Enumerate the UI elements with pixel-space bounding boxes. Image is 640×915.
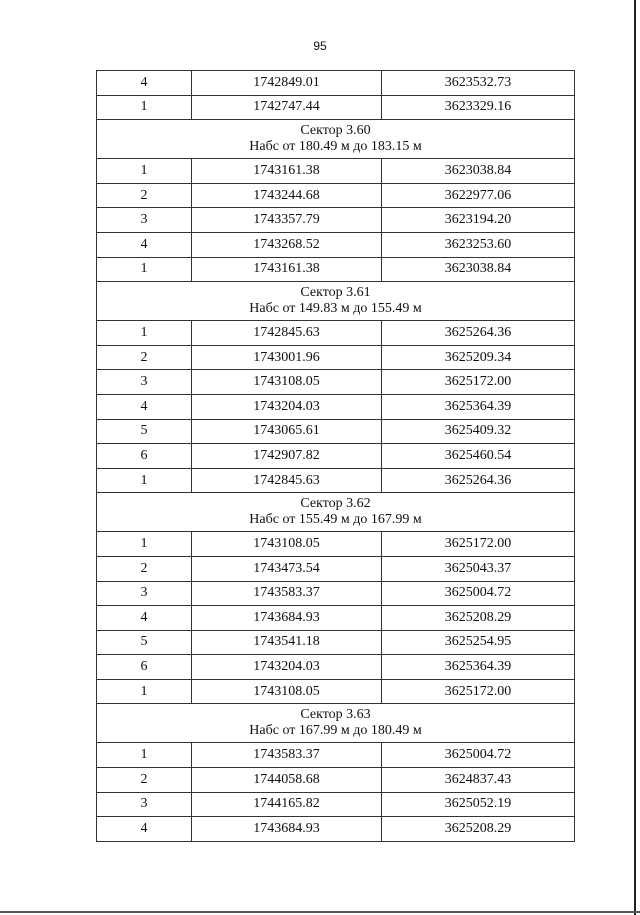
x-coordinate-cell: 1743583.37 [192, 581, 382, 606]
point-number-cell: 4 [97, 232, 192, 257]
x-coordinate-cell: 1744058.68 [192, 768, 382, 793]
scan-edge-right [634, 0, 636, 915]
sector-header-cell [97, 282, 575, 321]
x-coordinate-cell: 1743473.54 [192, 556, 382, 581]
sector-header-row [97, 282, 575, 321]
sector-height-range: Набс от 149.83 м до 155.49 м [249, 301, 422, 317]
table-row [97, 419, 575, 444]
y-coordinate-cell: 3625254.95 [382, 630, 575, 655]
point-number-cell: 1 [97, 743, 192, 768]
point-number-cell: 2 [97, 556, 192, 581]
coordinates-table-body [97, 71, 575, 842]
x-coordinate-cell: 1742747.44 [192, 95, 382, 120]
y-coordinate-cell: 3623038.84 [382, 159, 575, 184]
point-number-cell: 4 [97, 71, 192, 96]
table-row [97, 792, 575, 817]
x-coordinate-cell: 1743583.37 [192, 743, 382, 768]
y-coordinate-cell: 3625172.00 [382, 370, 575, 395]
coordinates-table [96, 70, 575, 842]
x-coordinate-cell: 1743108.05 [192, 679, 382, 704]
x-coordinate-cell: 1743108.05 [192, 532, 382, 557]
x-coordinate-cell: 1742849.01 [192, 71, 382, 96]
point-number-cell: 3 [97, 792, 192, 817]
page-number: 95 [313, 39, 327, 53]
sector-header-row [97, 704, 575, 743]
point-number-cell: 1 [97, 321, 192, 346]
point-number-cell: 2 [97, 768, 192, 793]
point-number-cell: 4 [97, 817, 192, 842]
y-coordinate-cell: 3623329.16 [382, 95, 575, 120]
y-coordinate-cell: 3625004.72 [382, 743, 575, 768]
table-row [97, 679, 575, 704]
point-number-cell: 6 [97, 655, 192, 680]
point-number-cell: 1 [97, 257, 192, 282]
table-row [97, 743, 575, 768]
table-row [97, 817, 575, 842]
x-coordinate-cell: 1744165.82 [192, 792, 382, 817]
table-row [97, 556, 575, 581]
sector-height-range: Набс от 155.49 м до 167.99 м [249, 512, 422, 528]
table-row [97, 606, 575, 631]
point-number-cell: 1 [97, 95, 192, 120]
table-row [97, 655, 575, 680]
point-number-cell: 1 [97, 159, 192, 184]
y-coordinate-cell: 3625209.34 [382, 345, 575, 370]
sector-header-cell [97, 120, 575, 159]
sector-header-cell [97, 493, 575, 532]
table-row [97, 208, 575, 233]
y-coordinate-cell: 3625364.39 [382, 394, 575, 419]
y-coordinate-cell: 3625004.72 [382, 581, 575, 606]
point-number-cell: 4 [97, 606, 192, 631]
y-coordinate-cell: 3623532.73 [382, 71, 575, 96]
table-row [97, 394, 575, 419]
y-coordinate-cell: 3625264.36 [382, 468, 575, 493]
y-coordinate-cell: 3625264.36 [382, 321, 575, 346]
table-row [97, 370, 575, 395]
point-number-cell: 3 [97, 581, 192, 606]
y-coordinate-cell: 3623194.20 [382, 208, 575, 233]
table-row [97, 71, 575, 96]
y-coordinate-cell: 3625208.29 [382, 606, 575, 631]
y-coordinate-cell: 3622977.06 [382, 183, 575, 208]
y-coordinate-cell: 3625364.39 [382, 655, 575, 680]
x-coordinate-cell: 1743357.79 [192, 208, 382, 233]
sector-height-range: Набс от 167.99 м до 180.49 м [249, 723, 422, 739]
scan-edge-bottom [0, 911, 640, 913]
table-row [97, 444, 575, 469]
x-coordinate-cell: 1743161.38 [192, 257, 382, 282]
x-coordinate-cell: 1743541.18 [192, 630, 382, 655]
x-coordinate-cell: 1743161.38 [192, 159, 382, 184]
sector-title: Сектор 3.60 [300, 123, 371, 139]
y-coordinate-cell: 3625460.54 [382, 444, 575, 469]
table-row [97, 257, 575, 282]
point-number-cell: 3 [97, 370, 192, 395]
table-row [97, 183, 575, 208]
x-coordinate-cell: 1742845.63 [192, 468, 382, 493]
table-row [97, 95, 575, 120]
table-row [97, 581, 575, 606]
x-coordinate-cell: 1743684.93 [192, 606, 382, 631]
table-row [97, 768, 575, 793]
y-coordinate-cell: 3625409.32 [382, 419, 575, 444]
x-coordinate-cell: 1743204.03 [192, 655, 382, 680]
table-row [97, 321, 575, 346]
y-coordinate-cell: 3623038.84 [382, 257, 575, 282]
table-row [97, 159, 575, 184]
y-coordinate-cell: 3625052.19 [382, 792, 575, 817]
sector-header-row [97, 120, 575, 159]
sector-title: Сектор 3.63 [300, 707, 371, 723]
x-coordinate-cell: 1743244.68 [192, 183, 382, 208]
x-coordinate-cell: 1742907.82 [192, 444, 382, 469]
table-row [97, 468, 575, 493]
y-coordinate-cell: 3624837.43 [382, 768, 575, 793]
sector-title: Сектор 3.61 [300, 285, 371, 301]
sector-header-row [97, 493, 575, 532]
table-row [97, 345, 575, 370]
x-coordinate-cell: 1743065.61 [192, 419, 382, 444]
y-coordinate-cell: 3625172.00 [382, 679, 575, 704]
point-number-cell: 3 [97, 208, 192, 233]
point-number-cell: 5 [97, 630, 192, 655]
x-coordinate-cell: 1742845.63 [192, 321, 382, 346]
x-coordinate-cell: 1743684.93 [192, 817, 382, 842]
x-coordinate-cell: 1743268.52 [192, 232, 382, 257]
point-number-cell: 6 [97, 444, 192, 469]
y-coordinate-cell: 3625208.29 [382, 817, 575, 842]
y-coordinate-cell: 3623253.60 [382, 232, 575, 257]
x-coordinate-cell: 1743204.03 [192, 394, 382, 419]
point-number-cell: 4 [97, 394, 192, 419]
point-number-cell: 2 [97, 345, 192, 370]
sector-title: Сектор 3.62 [300, 496, 371, 512]
point-number-cell: 1 [97, 468, 192, 493]
x-coordinate-cell: 1743001.96 [192, 345, 382, 370]
point-number-cell: 1 [97, 532, 192, 557]
sector-height-range: Набс от 180.49 м до 183.15 м [249, 139, 422, 155]
table-row [97, 630, 575, 655]
point-number-cell: 1 [97, 679, 192, 704]
point-number-cell: 2 [97, 183, 192, 208]
x-coordinate-cell: 1743108.05 [192, 370, 382, 395]
y-coordinate-cell: 3625172.00 [382, 532, 575, 557]
point-number-cell: 5 [97, 419, 192, 444]
y-coordinate-cell: 3625043.37 [382, 556, 575, 581]
sector-header-cell [97, 704, 575, 743]
table-row [97, 232, 575, 257]
table-row [97, 532, 575, 557]
